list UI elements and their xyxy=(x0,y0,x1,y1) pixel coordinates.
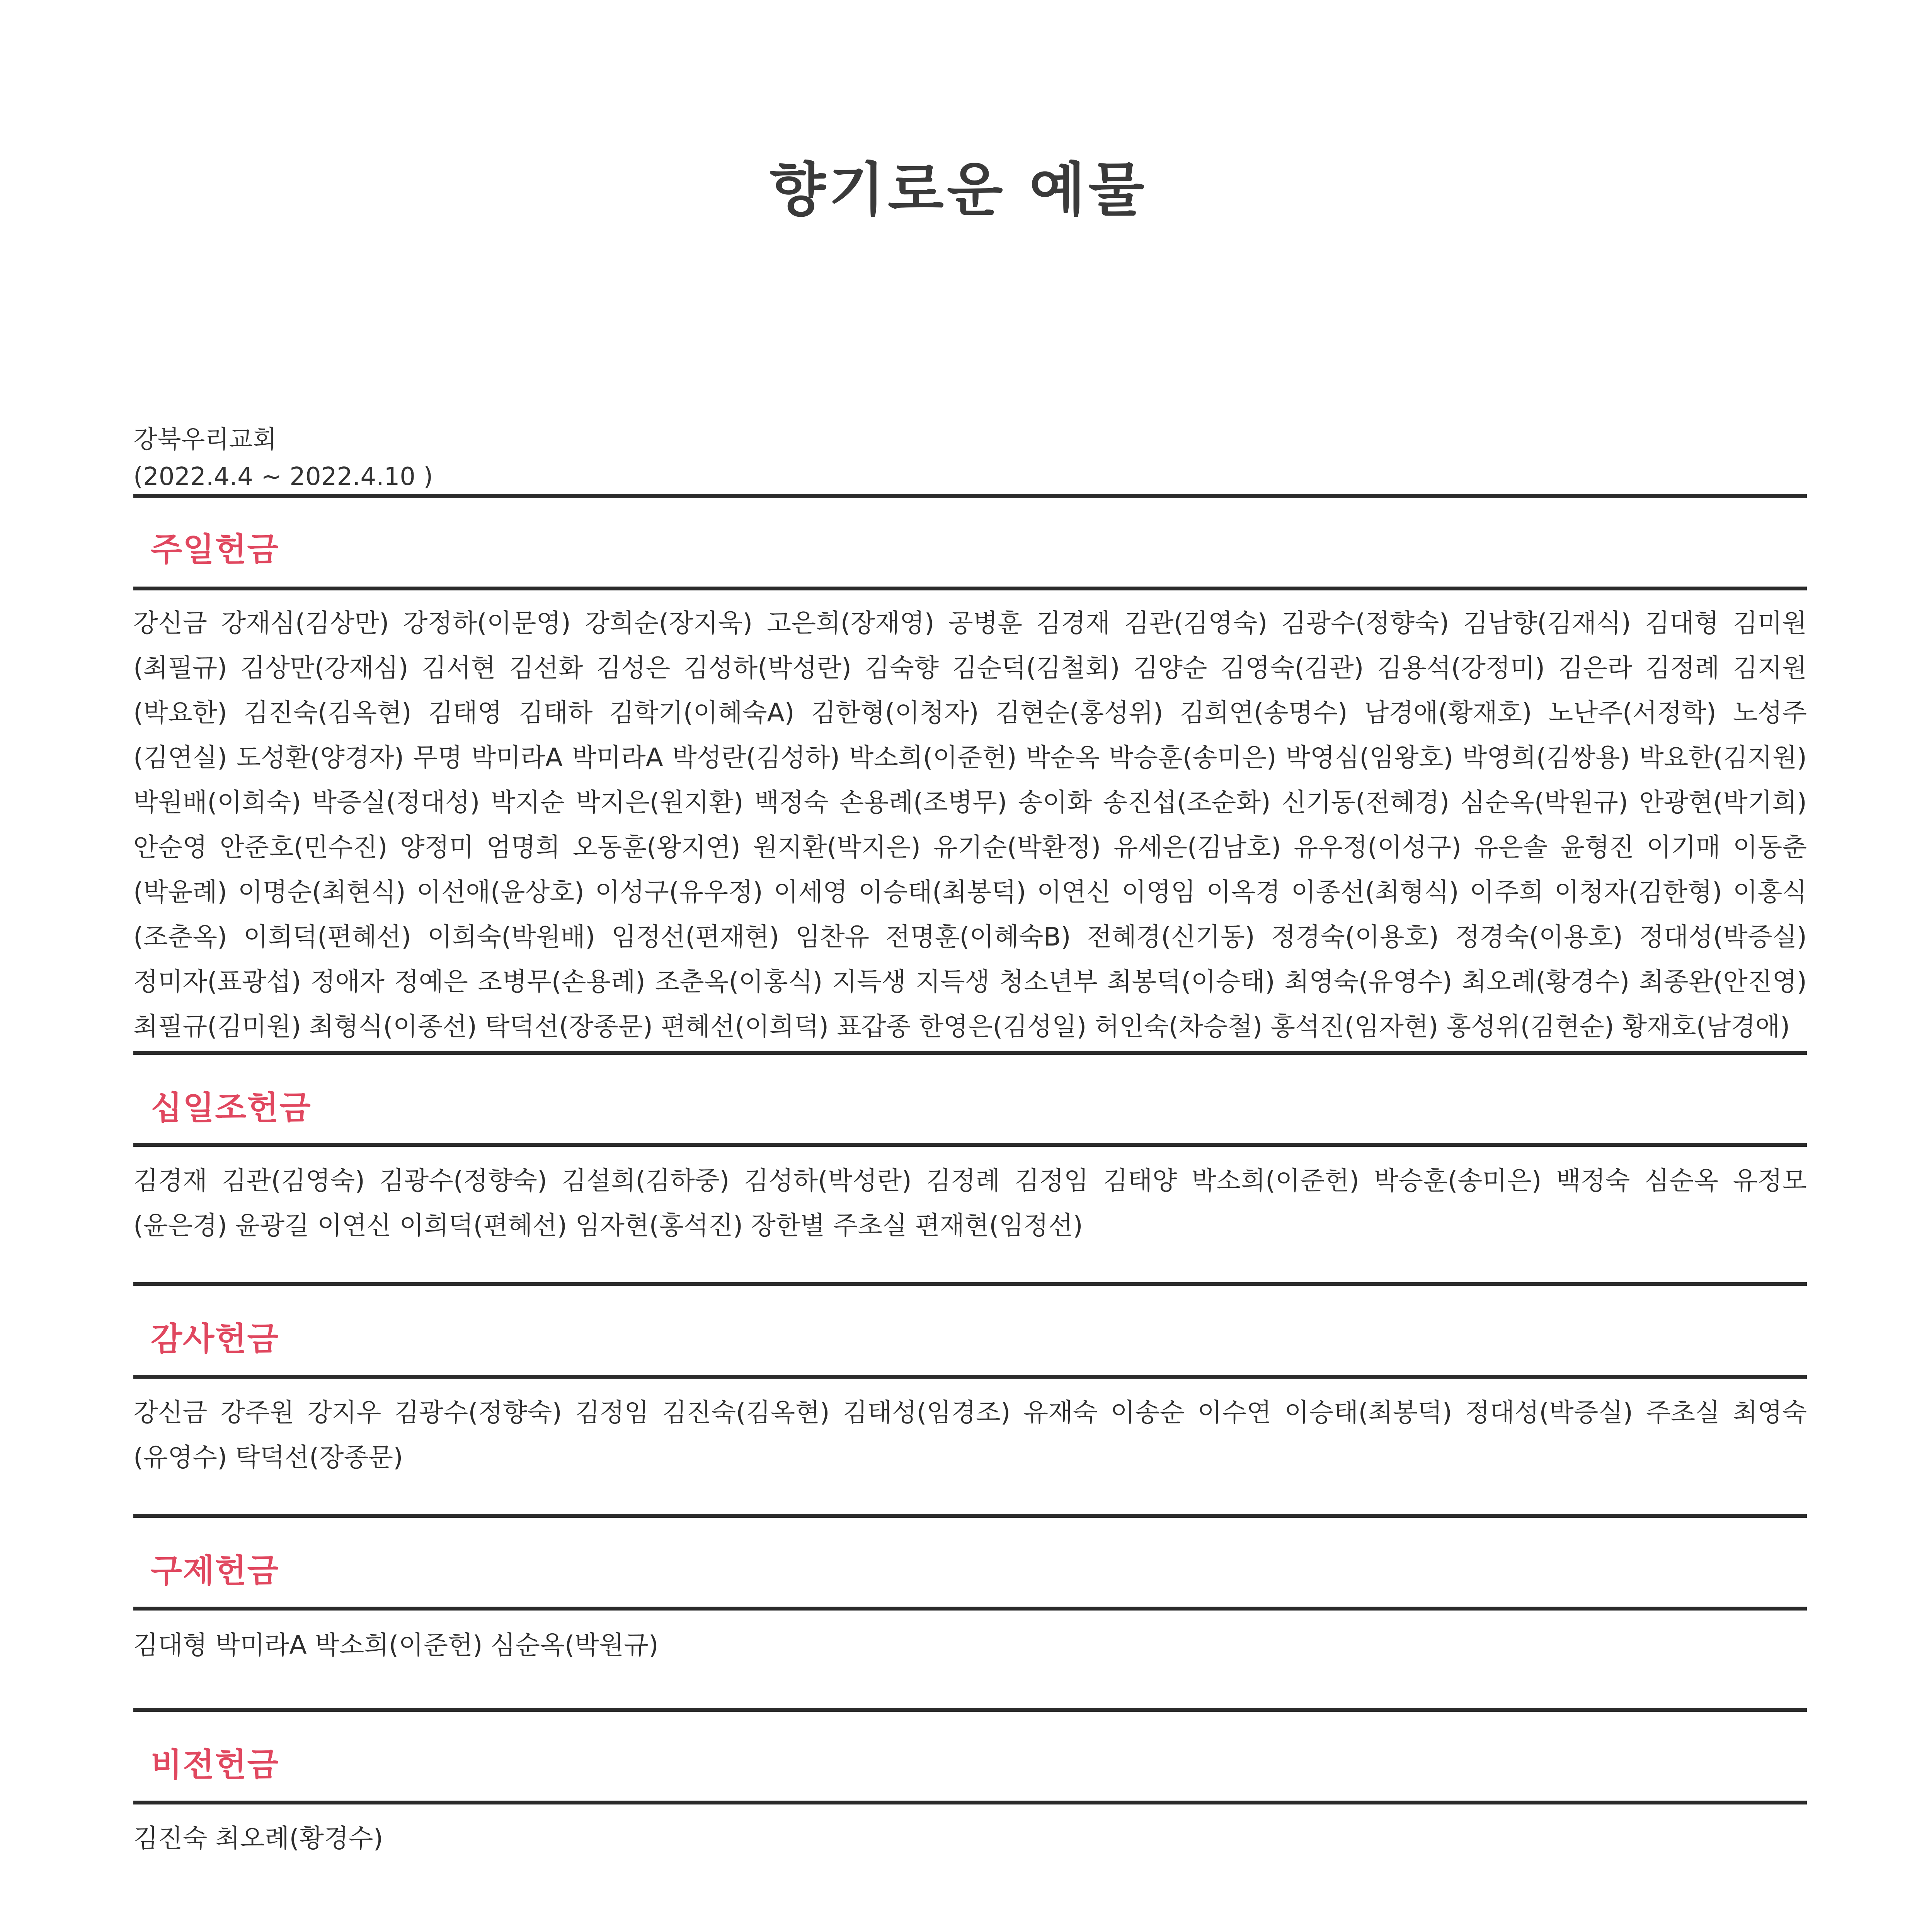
section-divider xyxy=(133,1051,1807,1055)
section-names-thanksgiving-offering: 강신금 강주원 강지우 김광수(정향숙) 김정임 김진숙(김옥현) 김태성(임경조) 유재숙 이송순 이수연 이승태(최봉덕) 정대성(박증실) 주초실 최영숙(유영수) 탁덕선(장종문) xyxy=(133,1398,1807,1472)
section-divider xyxy=(133,494,1807,498)
section-divider xyxy=(133,1607,1807,1611)
section-title-tithe-offering: 십일조헌금 xyxy=(151,1089,312,1127)
section-title-vision-offering: 비전헌금 xyxy=(151,1746,279,1784)
section-divider xyxy=(133,1801,1807,1804)
section-divider xyxy=(133,587,1807,590)
section-names-vision-offering: 김진숙 최오례(황경수) xyxy=(133,1823,383,1853)
section-names-relief-offering: 김대형 박미라A 박소희(이준헌) 심순옥(박원규) xyxy=(133,1630,659,1660)
page-title: 향기로운 예물 xyxy=(770,156,1147,224)
section-divider xyxy=(133,1143,1807,1147)
church-info xyxy=(133,421,433,495)
church-name: 강북우리교회 xyxy=(133,425,277,454)
section-title-sunday-offering: 주일헌금 xyxy=(151,531,279,568)
date-range: (2022.4.4 ~ 2022.4.10 ) xyxy=(133,463,433,491)
section-divider xyxy=(133,1708,1807,1712)
section-title-thanksgiving-offering: 감사헌금 xyxy=(151,1320,279,1358)
section-names-tithe-offering: 김경재 김관(김영숙) 김광수(정향숙) 김설희(김하중) 김성하(박성란) 김정례 김정임 김태양 박소희(이준헌) 박승훈(송미은) 백정숙 심순옥 유정모(윤은경) 윤광길 이연신 이희덕(편혜선) 임자현(홍석진) 장한별 주초실 편재현(임정선) xyxy=(133,1166,1807,1240)
section-divider xyxy=(133,1282,1807,1286)
section-names-sunday-offering: 강신금 강재심(김상만) 강정하(이문영) 강희순(장지욱) 고은희(장재영) 공병훈 김경재 김관(김영숙) 김광수(정향숙) 김남향(김재식) 김대형 김미원(최필규) 김상만(강재심) 김서현 김선화 김성은 김성하(박성란) 김숙향 김순덕(김철회) 김양순 김영숙(김관) 김용석(강정미) 김은라 김정례 김지원(박요한) 김진숙(김옥현) 김태영 김태하 김학기(이혜숙A) 김한형(이청자) 김현순(홍성위) 김희연(송명수) 남경애(황재호) 노난주(서정학) 노성주(김연실) 도성환(양경자) 무명 박미라A 박미라A 박성란(김성하) 박소희(이준헌) 박순옥 박승훈(송미은) 박영심(임왕호) 박영희(김쌍용) 박요한(김지원) 박원배(이희숙) 박증실(정대성) 박지순 박지은(원지환) 백정숙 손용례(조병무) 송이화 송진섭(조순화) 신기동(전혜경) 심순옥(박원규) 안광현(박기희) 안순영 안준호(민수진) 양정미 엄명희 오동훈(왕지연) 원지환(박지은) 유기순(박환정) 유세은(김남호) 유우정(이성구) 유은솔 윤형진 이기매 이동춘(박윤례) 이명순(최현식) 이선애(윤상호) 이성구(유우정) 이세영 이승태(최봉덕) 이연신 이영임 이옥경 이종선(최형식) 이주희 이청자(김한형) 이홍식(조춘옥) 이희덕(편혜선) 이희숙(박원배) 임정선(편재현) 임찬유 전명훈(이혜숙B) 전혜경(신기동) 정경숙(이용호) 정경숙(이용호) 정대성(박증실) 정미자(표광섭) 정애자 정예은 조병무(손용례) 조춘옥(이홍식) 지득생 지득생 청소년부 최봉덕(이승태) 최영숙(유영수) 최오례(황경수) 최종완(안진영) 최필규(김미원) 최형식(이종선) 탁덕선(장종문) 편혜선(이희덕) 표갑종 한영은(김성일) 허인숙(차승철) 홍석진(임자현) 홍성위(김현순) 황재호(남경애) xyxy=(133,608,1807,1041)
section-divider xyxy=(133,1375,1807,1379)
section-divider xyxy=(133,1514,1807,1518)
section-title-relief-offering: 구제헌금 xyxy=(151,1552,279,1590)
